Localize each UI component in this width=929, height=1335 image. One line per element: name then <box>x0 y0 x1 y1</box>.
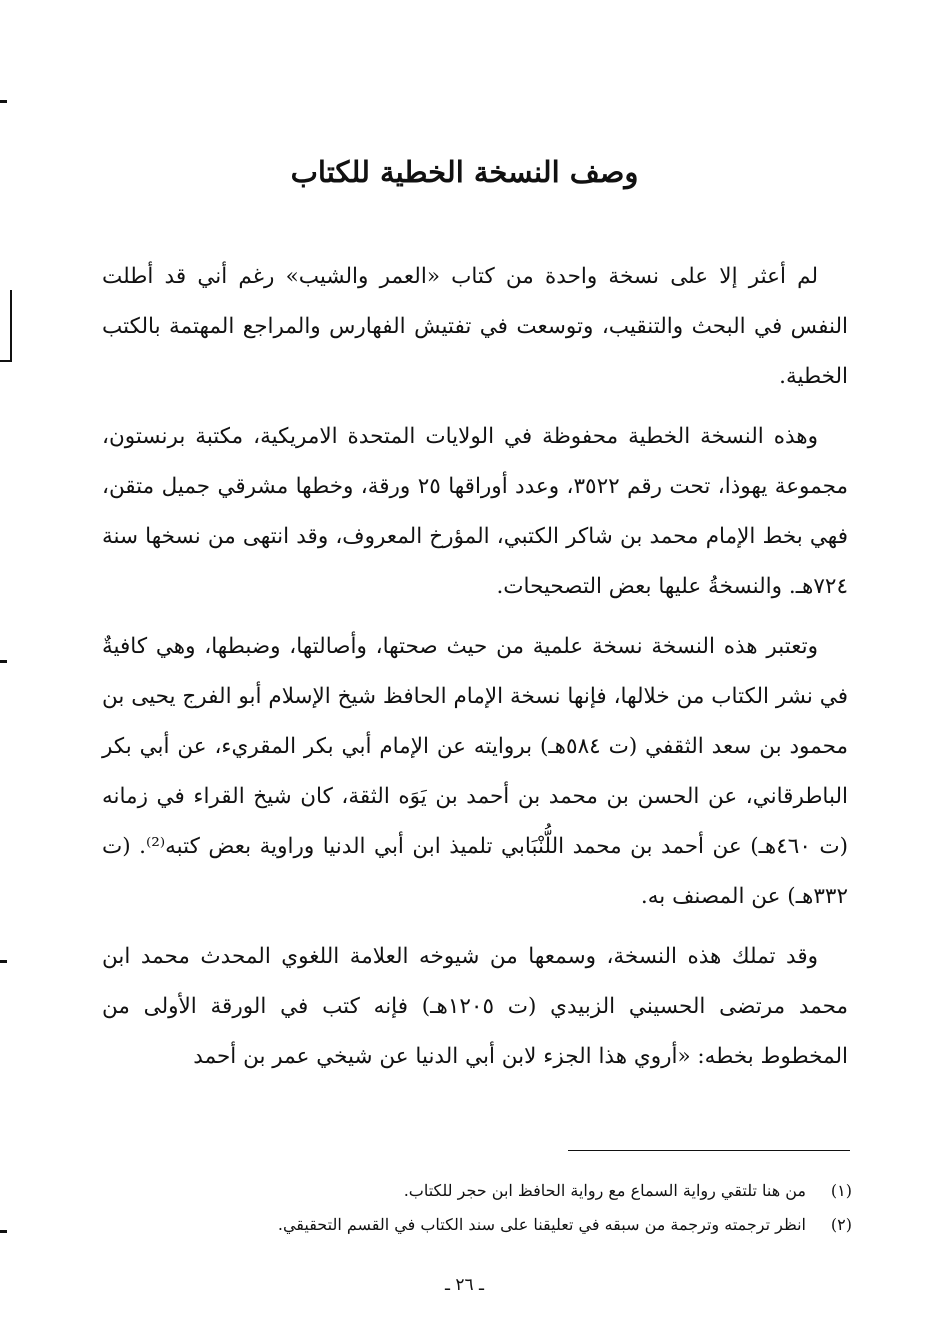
footnote-text: من هنا تلتقي رواية السماع مع رواية الحافظ ابن حجر للكتاب. <box>403 1181 806 1200</box>
footnotes <box>100 1174 852 1242</box>
paragraph: لم أعثر إلا على نسخة واحدة من كتاب «العمر والشيب» رغم أني قد أطلت النفس في البحث والتنقيب، وتوسعت في تفتيش الفهارس والمراجع المهتمة بالكتب الخطية. <box>102 264 848 389</box>
body-text <box>102 252 848 1082</box>
scan-edge-mark <box>0 660 7 663</box>
scan-edge-mark <box>0 100 7 103</box>
paragraph: وهذه النسخة الخطية محفوظة في الولايات المتحدة الامريكية، مكتبة برنستون، مجموعة يهوذا، تحت رقم ٣٥٢٢، وعدد أوراقها ٢٥ ورقة، وخطها مشرقي جميل متقن، فهي بخط الإمام محمد بن شاكر الكتبي، المؤرخ المعروف، وقد انتهى من نسخها سنة ٧٢٤هـ. والنسخةُ عليها بعض التصحيحات. <box>102 424 848 599</box>
scan-edge-mark <box>0 1230 7 1233</box>
footnote <box>100 1208 852 1242</box>
footnote-number: (١) <box>830 1181 852 1200</box>
page-title: وصف النسخة الخطية للكتاب <box>290 155 639 189</box>
paragraph: وقد تملك هذه النسخة، وسمعها من شيوخه العلامة اللغوي المحدث محمد ابن محمد مرتضى الحسيني الزبيدي (ت ١٢٠٥هـ) فإنه كتب في الورقة الأولى من المخطوط بخطه: «أروي هذا الجزء لابن أبي الدنيا عن شيخي عمر بن أحمد <box>102 944 848 1069</box>
footnote-number: (٢) <box>830 1215 852 1234</box>
footnote <box>100 1174 852 1208</box>
page-number: ـ ٢٦ ـ <box>444 1275 485 1295</box>
scan-edge-mark <box>0 960 7 963</box>
footnote-separator <box>568 1150 850 1151</box>
footnote-text: انظر ترجمته وترجمة من سبقه في تعليقنا على سند الكتاب في القسم التحقيقي. <box>277 1215 806 1234</box>
paragraph: وتعتبر هذه النسخة نسخة علمية من حيث صحتها، وأصالتها، وضبطها، وهي كافيةٌ في نشر الكتاب من خلالها، فإنها نسخة الإمام الحافظ شيخ الإسلام أبو الفرج يحيى بن محمود بن سعد الثقفي (ت ٥٨٤هـ) بروايته عن الإمام أبي بكر المقريء، عن أبي بكر الباطرقاني، عن الحسن بن محمد بن أحمد بن يَوَه الثقة، كان شيخ القراء في زمانه (ت ٤٦٠هـ) عن أحمد بن محمد اللُّنْبَابي تلميذ ابن أبي الدنيا وراوية بعض كتبه⁽²⁾. (ت ٣٣٢هـ) عن المصنف به. <box>102 634 848 909</box>
scan-edge-bracket <box>0 290 12 362</box>
